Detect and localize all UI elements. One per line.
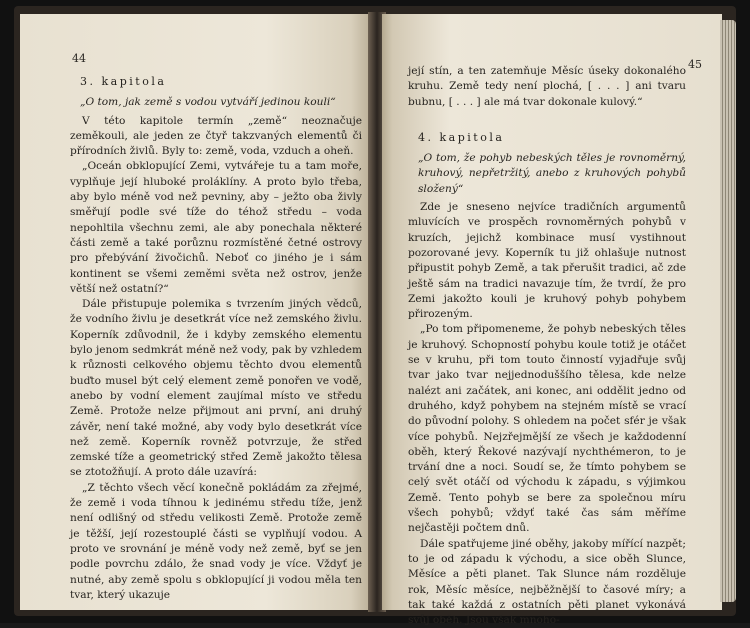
right-page [382,14,722,627]
paragraph: V této kapitole termín „země“ neoznačuje zeměkouli, ale jeden ze čtyř takzvaných elementů či přírodních živlů. Byly to: země, voda, vzduch a oheň. [70,114,362,158]
chapter-heading-3: 3. kapitola [80,75,167,88]
paragraph: Dále spatřujeme jiné oběhy, jakoby mířící nazpět; to je od západu k východu, a sice oběh Slunce, Měsíce a pěti planet. Tak Slunce nám rozděluje rok, Měsíc měsíce, nejběžnější to časové míry; a tak také každá z ostatních pěti planet vykonává svůj oběh. Jsou však mnoho- [408,537,686,627]
paragraph: Zde je sneseno nejvíce tradičních argumentů mluvících ve prospěch rovnoměrných pohybů v kruzích, jejichž kombinace musí vystihnout pozorované jevy. Koperník tu již ohlašuje nutnost připustit pohyb Země, a tak přerušit tradici, ač zde ještě sám na tradici navazuje tím, že tvrdí, že pro Zemi jakožto kouli je kruhový pohyb pohybem přirozeným. [408,201,686,321]
page-number-left: 44 [72,52,86,65]
chapter-title-4: „O tom, že pohyb nebeských těles je rovnoměrný, kruhový, nepřetržitý, anebo z kruhových pohybů složený“ [418,152,686,195]
paragraph-continuation: její stín, a ten zatemňuje Měsíc úseky dokonalého kruhu. Země tedy není plochá, [ . . . ] ani tvaru bubnu, [ . . . ] ale má tvar dokonale kulový.“ [408,65,686,108]
page-edges [720,20,736,602]
chapter-title-3: „O tom, jak země s vodou vytváří jedinou kouli“ [80,96,336,109]
right-page-text [408,64,686,628]
paragraph: „Oceán obklopující Zemi, vytvářeje tu a tam moře, vyplňuje její hluboké proláklíny. A proto bylo třeba, aby bylo méně vod než pevniny, aby – ježto oba živly směřují podle své tíže do téhož středu – voda nepohltila všechnu zemi, ale aby ponechala některé části země a také porůznu rozmístěné četné ostrovy pro přebývání živočichů. Neboť co jiného je i sám kontinent se všemi zeměmi světa než ostrov, jenže větší než ostatní?“ [70,160,362,295]
chapter-heading-4: 4. kapitola [418,130,505,144]
paragraph: „Z těchto všech věcí konečně pokládám za zřejmé, že země i voda tíhnou k jedinému středu tíže, jenž není odlišný od středu velikosti Země. Protože země je těžší, její rozestouplé části se vyplňují vodou. A proto ve srovnání je méně vody než země, byť se jen podle povrchu zdálo, že snad vody je více. Vždyť je nutné, aby země spolu s obklopující ji vodou měla ten tvar, který ukazuje [70,481,362,601]
left-page [20,14,372,610]
page-number-right: 45 [688,58,702,71]
left-page-text [70,70,362,603]
paragraph: Dále přistupuje polemika s tvrzením jiných vědců, že vodního živlu je desetkrát více než zemského živlu. Koperník zdůvodnil, že i kdyby zemského elementu bylo jenom sedmkrát méně než vody, pak by vzhledem k různosti celkového objemu těchto dvou elementů buďto musel být celý element země ponořen ve vodě, anebo by vodní element zaujímal místo ve středu Země. Protože nelze přijmout ani první, ani druhý závěr, není také možné, aby vody bylo desetkrát více než země. Koperník rovněž potvrzuje, že střed zemské tíže a geometrický střed Země jakožto tělesa se ztotožňují. A proto dále uzavírá: [70,298,362,479]
paragraph: „Po tom připomeneme, že pohyb nebeských těles je kruhový. Schopností pohybu koule totiž je otáčet se v kruhu, při tom touto činností vyjadřuje svůj tvar jako tvar nejjednoduššího tělesa, kde nelze nalézt ani začátek, ani konec, ani oddělit jedno od druhého, když pohybem na stejném místě se vrací do původní polohy. S ohledem na počet sfér je však více pohybů. Nejzřejmější ze všech je každodenní oběh, který Řekové nazývají nychthémeron, to je trvání dne a noci. Soudí se, že tímto pohybem se celý svět otáčí od východu k západu, s výjimkou Země. Tento pohyb se bere za společnou míru všech pohybů; vždyť také čas sám měříme nejčastěji počtem dnů. [408,323,686,535]
open-book [14,6,736,627]
